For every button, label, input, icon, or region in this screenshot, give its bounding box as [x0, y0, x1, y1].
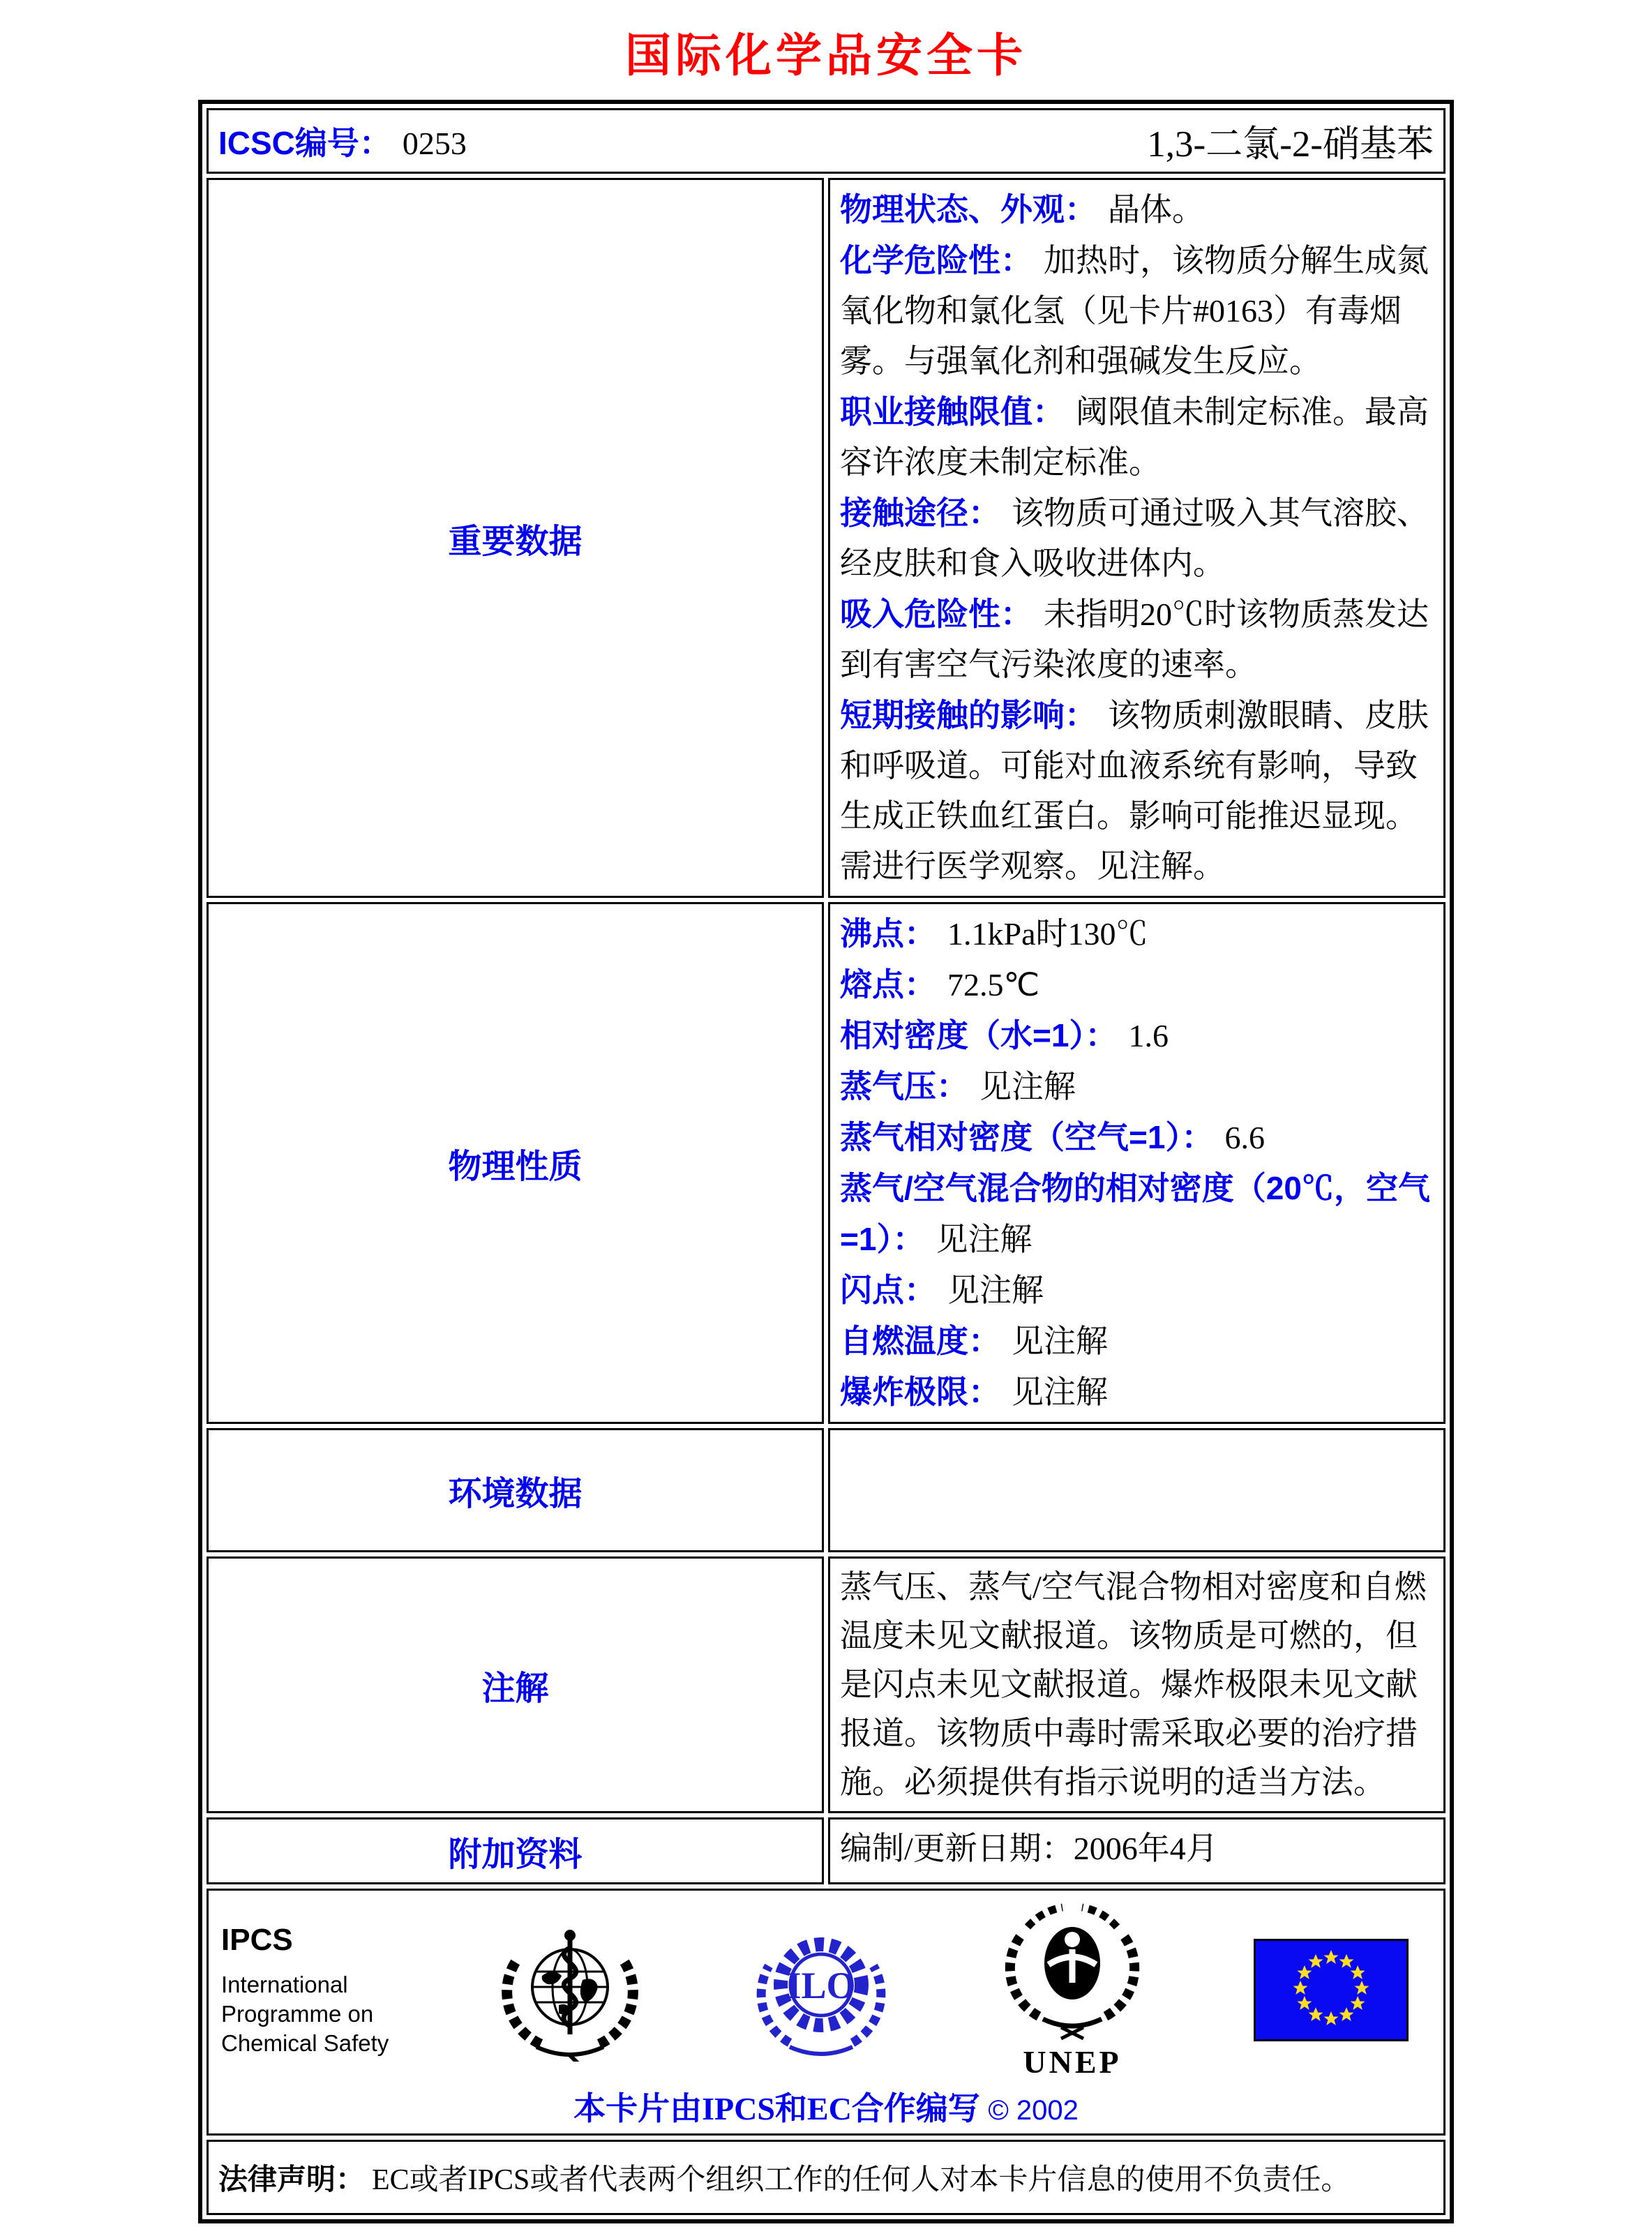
notes-content [828, 1556, 1446, 1813]
property-line: 物理状态、外观： 晶体。 [840, 191, 1204, 227]
additional-info-row [206, 1817, 1446, 1884]
notes-text: 蒸气压、蒸气/空气混合物相对密度和自燃温度未见文献报道。该物质是可燃的，但是闪点未见文献报道。爆炸极限未见文献报道。该物质中毒时需采取必要的治疗措施。必须提供有指示说明的适当方法。 [840, 1569, 1427, 1800]
property-line: 自燃温度： 见注解 [840, 1323, 1108, 1359]
environmental-data-row [206, 1428, 1446, 1552]
ilo-logo-icon [751, 1919, 891, 2062]
icsc-number-value: 0253 [402, 126, 467, 161]
cooperation-line: 本卡片由IPCS和EC合作编写 © 2002 [573, 2091, 1079, 2126]
unep-logo-icon [1003, 1899, 1142, 2063]
property-line: 短期接触的影响： 该物质刺激眼睛、皮肤和呼吸道。可能对血液系统有影响，导致生成正铁血红蛋白。影响可能推迟显现。需进行医学观察。见注解。 [840, 697, 1429, 884]
physical-properties-row [206, 902, 1446, 1424]
section-label-important-data: 重要数据 [206, 178, 824, 898]
property-line: 接触途径： 该物质可通过吸入其气溶胶、经皮肤和食入吸收进体内。 [840, 495, 1429, 581]
property-line: 化学危险性： 加热时，该物质分解生成氮氧化物和氯化氢（见卡片#0163）有毒烟雾。与强氧化剂和强碱发生反应。 [840, 242, 1429, 379]
icsc-number-field [218, 118, 467, 164]
page-title: 国际化学品安全卡 [625, 31, 1027, 82]
important-data-row [206, 178, 1446, 898]
icsc-number-label: ICSC编号： [218, 125, 391, 161]
update-date-line: 编制/更新日期：2006年4月 [840, 1831, 1218, 1866]
legal-label: 法律声明： [218, 2163, 366, 2196]
header-row [206, 108, 1446, 174]
environmental-data-content [828, 1428, 1446, 1552]
legal-text: EC或者IPCS或者代表两个组织工作的任何人对本卡片信息的使用不负责任。 [372, 2164, 1351, 2196]
unep-caption: UNEP [1023, 2044, 1122, 2080]
property-line: 闪点： 见注解 [840, 1272, 1044, 1308]
property-line: 爆炸极限： 见注解 [840, 1374, 1108, 1410]
legal-row [206, 2140, 1446, 2215]
additional-info-content [828, 1817, 1446, 1884]
eu-flag-icon [1254, 1939, 1409, 2041]
property-line: 蒸气相对密度（空气=1）： 6.6 [840, 1119, 1265, 1155]
footer-logos-row [206, 1889, 1446, 2136]
who-logo-icon [500, 1919, 640, 2062]
copyright-text: © 2002 [988, 2095, 1079, 2126]
property-line: 吸入危险性： 未指明20℃时该物质蒸发达到有害空气污染浓度的速率。 [840, 596, 1429, 682]
property-line: 熔点： 72.5℃ [840, 966, 1040, 1003]
unep-logo-block [1003, 1899, 1142, 2080]
property-line: 沸点： 1.1kPa时130℃ [840, 915, 1148, 952]
logo-row [218, 1895, 1434, 2080]
svg-text:ILO: ILO [786, 1964, 856, 2006]
legal-statement [218, 2146, 1434, 2209]
physical-properties-content [828, 902, 1446, 1424]
icsc-card-table [198, 100, 1454, 2223]
important-data-content [828, 178, 1446, 898]
section-label-notes: 注解 [206, 1556, 824, 1813]
chemical-name: 1,3-二氯-2-硝基苯 [1147, 124, 1434, 165]
section-label-physical-properties: 物理性质 [206, 902, 824, 1424]
section-label-environmental-data: 环境数据 [206, 1428, 824, 1552]
notes-row [206, 1556, 1446, 1813]
property-line: 蒸气压： 见注解 [840, 1068, 1076, 1104]
section-label-additional-info: 附加资料 [206, 1817, 824, 1884]
property-line: 职业接触限值： 阈限值未制定标准。最高容许浓度未制定标准。 [840, 393, 1429, 480]
ipcs-acronym: IPCS [221, 1923, 293, 1958]
property-line: 蒸气/空气混合物的相对密度（20℃，空气=1）： 见注解 [840, 1170, 1430, 1257]
property-line: 相对密度（水=1）： 1.6 [840, 1017, 1169, 1053]
ipcs-text-block: IPCS International Programme on Chemical Safety [221, 1921, 389, 2058]
